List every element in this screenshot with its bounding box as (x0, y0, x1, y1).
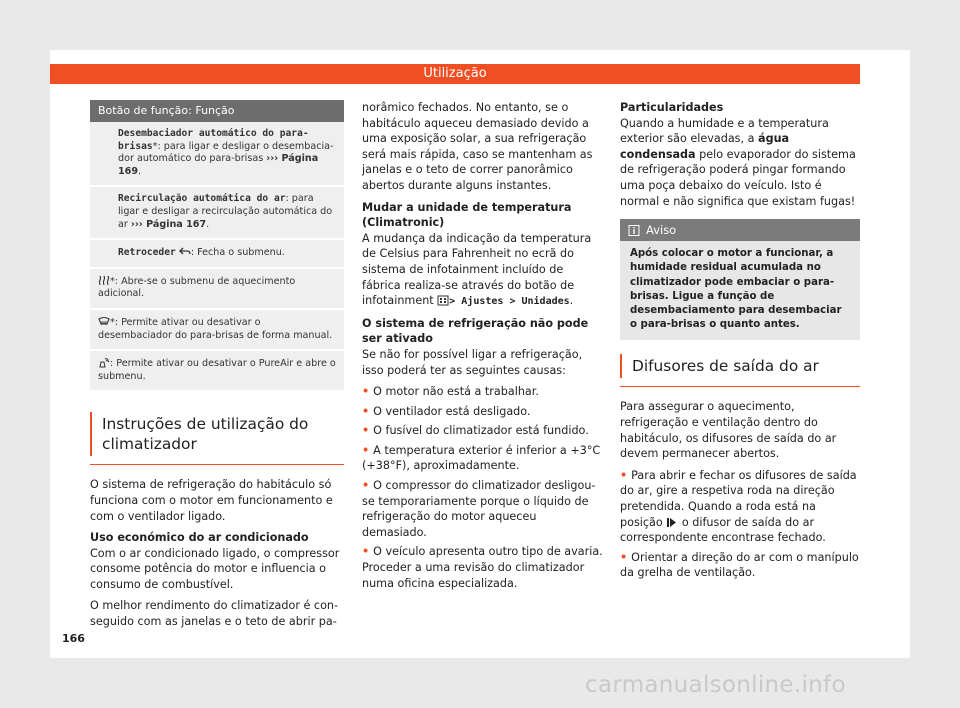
bullet-icon: • (362, 545, 370, 559)
command-label: > Ajustes > Unidades (449, 296, 570, 308)
seat-heating-icon (98, 275, 110, 286)
paragraph: O melhor rendimento do climatizador é conseguido com as janelas e o teto de abrir pa- (90, 599, 339, 629)
warning-title: Aviso (646, 223, 677, 238)
command-label: Recirculação automática do ar (118, 193, 286, 205)
bullet-icon: • (362, 385, 370, 399)
paragraph: Com o ar condicionado ligado, o compressor consome potência do motor e influencia o consumo de combustível. (90, 546, 340, 591)
list-item: • O compressor do climatizador desligou-se temporariamente porque o líquido de refrigeração do motor aqueceu demasiado. (362, 479, 596, 539)
list-item: • O ventilador está desligado. (362, 404, 531, 418)
bullet-icon: • (362, 479, 370, 493)
warning-header (620, 219, 860, 241)
paragraph: O sistema de refrigeração do habitáculo só funciona com o motor em funcionamento e com o ventilador ligado. (90, 478, 333, 523)
warning-box (620, 219, 860, 340)
bullet-icon: • (362, 424, 370, 438)
command-label: Desembaciador automático do para-brisas (118, 128, 309, 152)
paragraph: A mudança da indicação da temperatura de Celsius para Fahrenheit no ecrã do sistema de infotainment incluído de fábrica realiza-se através do botão de infotainment > Ajustes > Unidades. (362, 231, 592, 308)
paragraph: Se não for possível ligar a refrigeração, isso poderá ter as seguintes causas: (362, 347, 583, 377)
list-item: • Orientar a direção do ar com o manípulo da grelha de ventilação. (620, 550, 859, 580)
watermark: carmanualsonline.info (585, 672, 846, 698)
bullet-icon: • (362, 443, 370, 457)
command-label: Retroceder (118, 247, 176, 259)
table-row: Recirculação automática do ar: para ligar e desligar a recirculação automática do ar ››› Página 167. (90, 187, 344, 240)
table-row: : Permite ativar ou desativar o PureAir e abre o submenu. (90, 351, 344, 392)
page-link[interactable]: ››› Página 169 (118, 153, 319, 177)
back-arrow-icon (179, 246, 191, 257)
subheading: Uso económico do ar condicionado (90, 531, 309, 545)
subheading: O sistema de refrigeração não pode ser ativado (362, 316, 589, 346)
section-divider (620, 386, 860, 387)
table-row: *: Abre-se o submenu de aquecimento adicional. (90, 269, 344, 310)
table-row: *: Permite ativar ou desativar o desembaciador do para-brisas de forma manual. (90, 310, 344, 351)
paragraph: Quando a humidade e a temperatura exterior são elevadas, a água condensada pelo evaporador do sistema de refrigeração poderá pingar formando uma poça debaixo do veículo. Isto é normal e não significa que existam fugas! (620, 116, 856, 208)
section-title: Difusores de saída do ar (620, 354, 860, 378)
list-item: • A temperatura exterior é inferior a +3°C (+38°F), aproximadamente. (362, 443, 601, 473)
bullet-icon: • (620, 550, 628, 564)
subheading: Mudar a unidade de temperatura (Climatronic) (362, 200, 572, 230)
column-3 (620, 100, 860, 585)
column-2 (362, 100, 604, 595)
infotainment-menu-icon (437, 295, 449, 306)
windshield-defrost-icon (98, 316, 110, 327)
list-item: • O veículo apresenta outro tipo de avaria. Proceder a uma revisão do climatizador numa oficina especializada. (362, 545, 603, 590)
table-row: Retroceder : Fecha o submenu. (90, 240, 344, 269)
section-divider (90, 464, 344, 465)
bullet-icon: • (362, 404, 370, 418)
closed-position-icon (666, 517, 678, 528)
page-link[interactable]: ››› Página 167 (130, 218, 207, 230)
list-item: • Para abrir e fechar os difusores de saída do ar, gire a respetiva roda na direção pretendida. Quando a roda está na posição o difusor de saída do ar correspondente encontrase fechado. (620, 468, 857, 545)
table-row: Desembaciador automático do para-brisas*: para ligar e desligar o desembaciador automático do para-brisas ››› Página 169. (90, 122, 344, 187)
page-header: Utilização (50, 64, 860, 84)
section-title: Instruções de utilização do climatizador (90, 412, 344, 456)
page-number: 166 (62, 632, 85, 645)
function-table (90, 100, 344, 392)
column-1 (90, 100, 344, 636)
function-table-title: Botão de função: Função (90, 100, 344, 122)
list-item: • O fusível do climatizador está fundido. (362, 424, 589, 438)
paragraph: norâmico fechados. No entanto, se o habitáculo aqueceu demasiado devido a uma exposição solar, a sua refrigeração será mais rápida, caso se mantenham as janelas e o teto de correr panorâmico abertos durante alguns instantes. (362, 101, 593, 192)
list-item: • O motor não está a trabalhar. (362, 385, 539, 399)
subheading: Particularidades (620, 101, 724, 114)
pureair-icon (98, 357, 110, 368)
info-icon (628, 225, 640, 236)
paragraph: Para assegurar o aquecimento, refrigeração e ventilação dentro do habitáculo, os difusores de saída do ar devem permanecer abertos. (620, 400, 837, 461)
bullet-icon: • (620, 468, 628, 482)
warning-text: Após colocar o motor a funcionar, a humidade residual acumulada no climatizador pode embaciar o para-brisas. Ligue a função de desembaciamento para desembaciar o para-brisas o quanto antes. (630, 248, 842, 331)
